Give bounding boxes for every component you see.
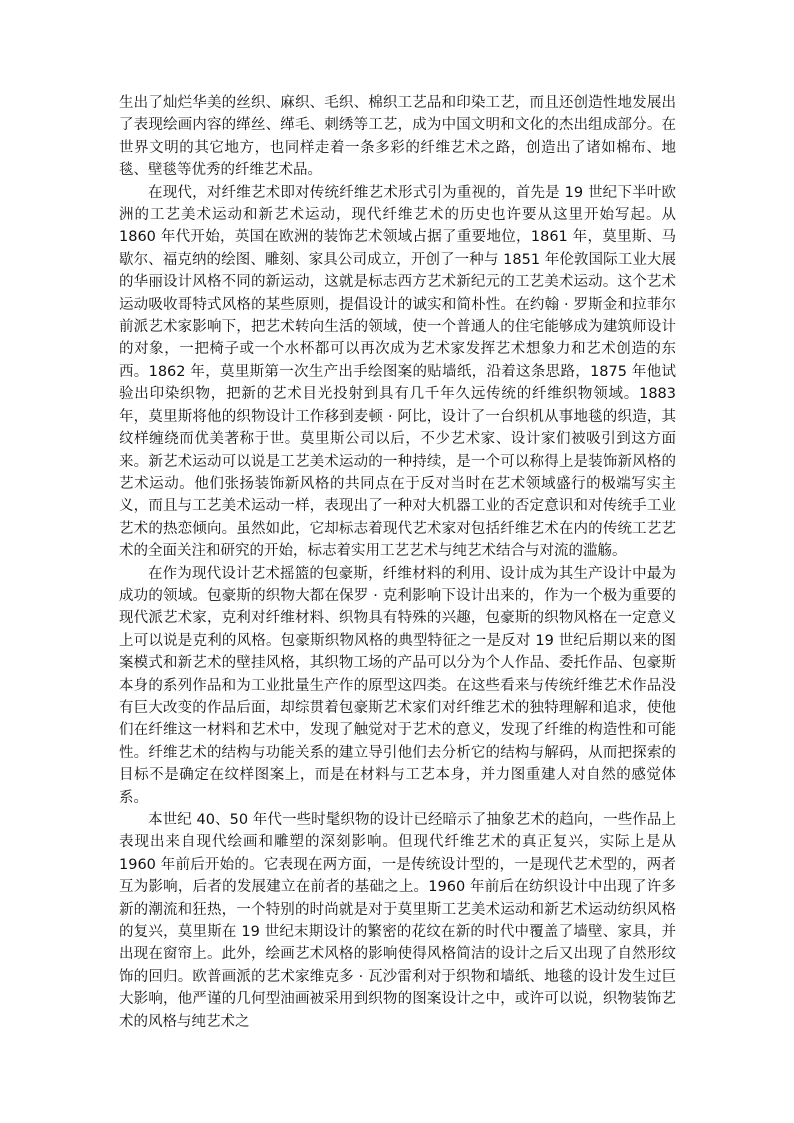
document-page <box>119 92 676 1033</box>
paragraph-2: 在现代，对纤维艺术即对传统纤维艺术形式引为重视的，首先是 19 世纪下半叶欧洲的工艺美术运动和新艺术运动，现代纤维艺术的历史也许要从这里开始写起。从 1860 年代开始，英国在欧洲的装饰艺术领域占据了重要地位，1861 年，莫里斯、马歇尔、福克纳的绘图、雕刻、家具公司成立，开创了一种与 1851 年伦敦国际工业大展的华丽设计风格不同的新运动，这就是标志西方艺术新纪元的工艺美术运动。这个艺术运动吸收哥特式风格的某些原则，提倡设计的诚实和简朴性。在约翰 · 罗斯金和拉菲尔前派艺术家影响下，把艺术转向生活的领域，使一个普通人的住宅能够成为建筑师设计的对象，一把椅子或一个水杯都可以再次成为艺术家发挥艺术想象力和艺术创造的东西。1862 年，莫里斯第一次生产出手绘图案的贴墙纸，沿着这条思路，1875 年他试验出印染织物，把新的艺术目光投射到具有几千年久远传统的纤维织物领域。1883 年，莫里斯将他的织物设计工作移到麦顿 · 阿比，设计了一台织机从事地毯的织造，其纹样缠绕而优美著称于世。莫里斯公司以后，不少艺术家、设计家们被吸引到这方面来。新艺术运动可以说是工艺美术运动的一种持续，是一个可以称得上是装饰新风格的艺术运动。他们张扬装饰新风格的共同点在于反对当时在艺术领域盛行的极端写实主义，而且与工艺美术运动一样，表现出了一种对大机器工业的否定意识和对传统手工业艺术的热恋倾向。虽然如此，它却标志着现代艺术家对包括纤维艺术在内的传统工艺艺术的全面关注和研究的开始，标志着实用工艺艺术与纯艺术结合与对流的滥觞。 <box>119 184 676 560</box>
paragraph-1: 生出了灿烂华美的丝织、麻织、毛织、棉织工艺品和印染工艺，而且还创造性地发展出了表现绘画内容的缂丝、缂毛、刺绣等工艺，成为中国文明和文化的杰出组成部分。在世界文明的其它地方，也同样走着一条多彩的纤维艺术之路，创造出了诸如棉布、地毯、壁毯等优秀的纤维艺术品。 <box>119 95 676 179</box>
paragraph-4: 本世纪 40、50 年代一些时髦织物的设计已经暗示了抽象艺术的趋向，一些作品上表现出来自现代绘画和雕塑的深刻影响。但现代纤维艺术的真正复兴，实际上是从 1960 年前后开始的。它表现在两方面，一是传统设计型的，一是现代艺术型的，两者互为影响，后者的发展建立在前者的基础之上。1960 年前后在纺织设计中出现了许多新的潮流和狂热，一个特别的时尚就是对于莫里斯工艺美术运动和新艺术运动纺织风格的复兴，莫里斯在 19 世纪末期设计的繁密的花纹在新的时代中覆盖了墙壁、家具，并出现在窗帘上。此外，绘画艺术风格的影响使得风格简洁的设计之后又出现了自然形纹饰的回归。欧普画派的艺术家维克多 · 瓦沙雷利对于织物和墙纸、地毯的设计发生过巨大影响，他严谨的几何型油画被采用到织物的图案设计之中，或许可以说，织物装饰艺术的风格与纯艺术之 <box>119 812 676 1030</box>
paragraph-3: 在作为现代设计艺术摇篮的包豪斯，纤维材料的利用、设计成为其生产设计中最为成功的领域。包豪斯的织物大都在保罗 · 克利影响下设计出来的，作为一个极为重要的现代派艺术家，克利对纤维材料、织物具有特殊的兴趣，包豪斯的织物风格在一定意义上可以说是克利的风格。包豪斯织物风格的典型特征之一是反对 19 世纪后期以来的图案模式和新艺术的壁挂风格，其织物工场的产品可以分为个人作品、委托作品、包豪斯本身的系列作品和为工业批量生产作的原型这四类。在这些看来与传统纤维艺术作品没有巨大改变的作品后面，却综贯着包豪斯艺术家们对纤维艺术的独特理解和追求，使他们在纤维这一材料和艺术中，发现了触觉对于艺术的意义，发现了纤维的构造性和可能性。纤维艺术的结构与功能关系的建立导引他们去分析它的结构与解码，从而把探索的目标不是确定在纹样图案上，而是在材料与工艺本身，并力图重建人对自然的感觉体系。 <box>119 565 676 806</box>
